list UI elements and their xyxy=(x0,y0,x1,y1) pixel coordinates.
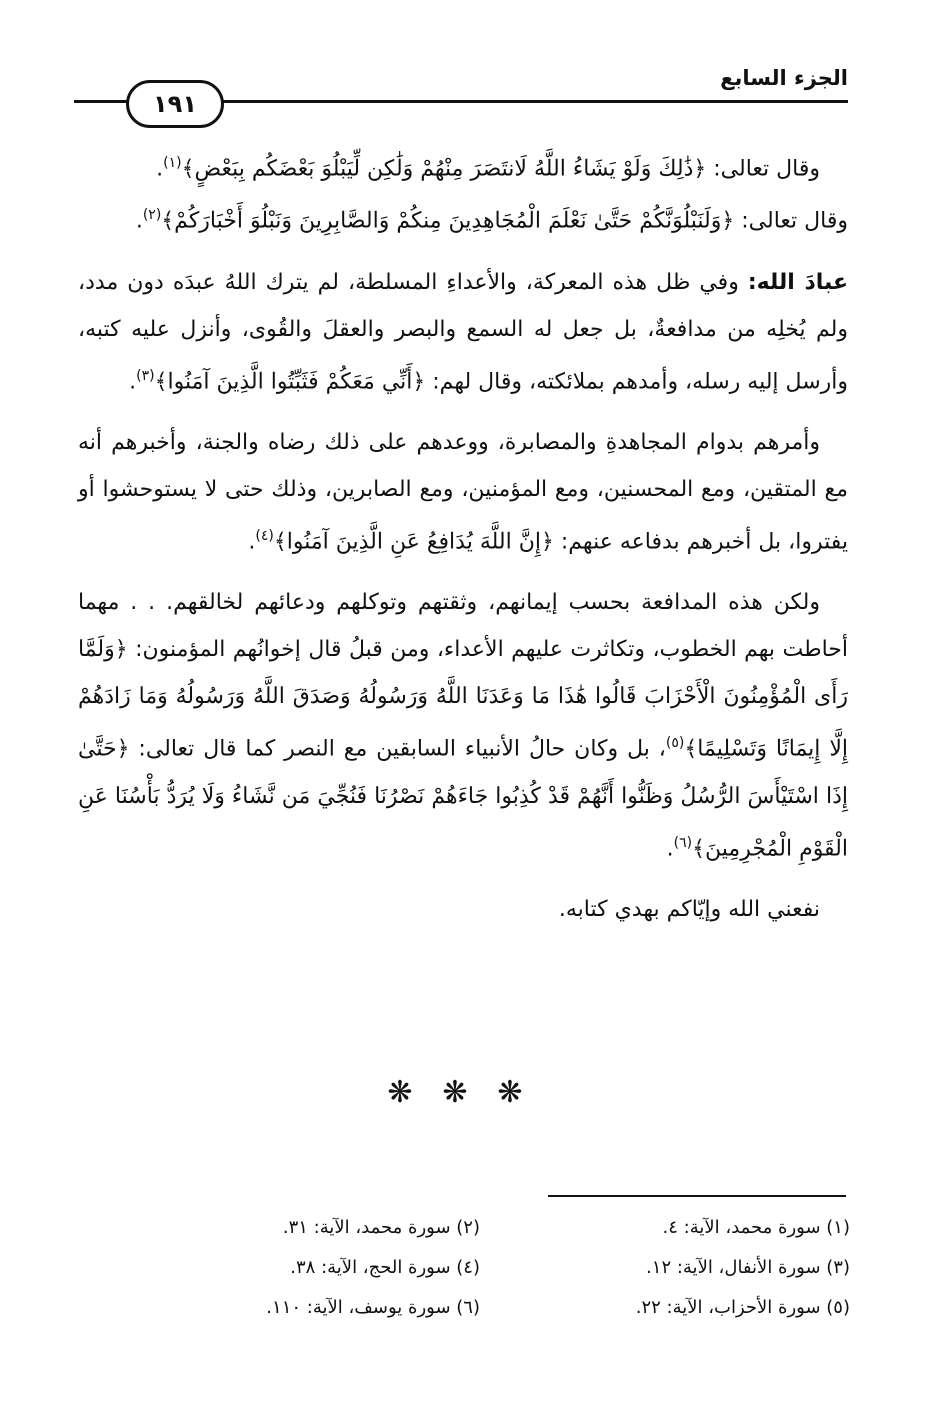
footnote-marker: (١) xyxy=(163,155,182,171)
footnote-marker: (٦) xyxy=(673,834,693,851)
paragraph-1 xyxy=(78,140,848,245)
footnote-2: (٢) سورة محمد، الآية: ٣١. xyxy=(282,1217,480,1238)
main-text xyxy=(78,140,848,947)
footnote-marker: (٥) xyxy=(665,735,685,752)
intro-text: وقال تعالى: xyxy=(706,156,820,182)
page-header xyxy=(74,62,848,118)
footnote-5: (٥) سورة الأحزاب، الآية: ٢٢. xyxy=(635,1297,850,1318)
footnotes xyxy=(150,1212,850,1324)
footnote-3: (٣) سورة الأنفال، الآية: ١٢. xyxy=(646,1257,850,1278)
footnote-marker: (٣) xyxy=(136,367,155,384)
footnote-1: (١) سورة محمد، الآية: ٤. xyxy=(662,1217,850,1238)
sentence-end: . xyxy=(129,368,137,394)
sentence-end: . xyxy=(135,208,143,234)
quran-verse: ﴿وَلَنَبْلُوَنَّكُمْ حَتَّىٰ نَعْلَمَ الْمُجَاهِدِينَ مِنكُمْ وَالصَّابِرِينَ وَنَبْلُوَ أَخْبَارَكُمْ﴾ xyxy=(161,208,735,234)
paragraph-text: وفي ظل هذه المعركة، والأعداءِ المسلطة، لم يترك اللهُ عبدَه دون مدد، ولم يُخلِه من مدافعةٌ، بل جعل له السمع والبصر والعقلَ والقُوى، وأنزل عليه كتبه، وأرسل إليه رسله، وأمدهم بملائكته، وقال لهم: xyxy=(78,269,848,394)
sentence-end: . xyxy=(156,156,164,182)
paragraph-2 xyxy=(78,259,848,405)
footnote-marker: (٢) xyxy=(142,207,162,224)
sentence-end: . xyxy=(248,529,256,555)
footnote-marker: (٤) xyxy=(255,527,274,544)
section-lead: عبادَ الله: xyxy=(747,269,849,295)
page-number: ١٩١ xyxy=(126,80,224,128)
paragraph-3 xyxy=(78,419,848,565)
sentence-end: . xyxy=(666,835,674,861)
part-label: الجزء السابع xyxy=(720,66,848,90)
intro-text: وقال تعالى: xyxy=(734,208,848,234)
quran-verse: ﴿وَلَمَّا رَأَى الْمُؤْمِنُونَ الْأَحْزَابَ قَالُوا هَٰذَا مَا وَعَدَنَا اللَّهُ وَرَسُولُهُ وَصَدَقَ اللَّهُ وَرَسُولُهُ وَمَا زَادَهُمْ إِلَّا إِيمَانًا وَتَسْلِيمًا﴾ xyxy=(78,637,848,762)
paragraph-text: ، بل وكان حالُ الأنبياء السابقين مع النصر كما قال تعالى: xyxy=(129,736,666,762)
paragraph-text: ولكن هذه المدافعة بحسب إيمانهم، وثقتهم وتوكلهم ودعائهم لخالقهم. . . مهما أحاطت بهم الخطوب، وتكاثرت عليهم الأعداء، ومن قبلُ قال إخوانُهم المؤمنون: xyxy=(78,590,848,663)
footnote-6: (٦) سورة يوسف، الآية: ١١٠. xyxy=(266,1297,480,1318)
footnote-4: (٤) سورة الحج، الآية: ٣٨. xyxy=(290,1257,480,1278)
paragraph-4 xyxy=(78,579,848,872)
flower-ornament-icon: ❋ xyxy=(387,1075,413,1110)
quran-verse: ﴿ذَٰلِكَ وَلَوْ يَشَاءُ اللَّهُ لَانتَصَرَ مِنْهُمْ وَلَٰكِن لِّيَبْلُوَ بَعْضَكُم بِبَعْضٍ﴾ xyxy=(181,156,707,182)
paragraph-5 xyxy=(78,886,848,933)
paragraph-text: وأمرهم بدوام المجاهدةِ والمصابرة، ووعدهم على ذلك رضاه والجنة، وأخبرهم أنه مع المتقين، ومع المحسنين، ومع المؤمنين، ومع الصابرين، وذلك حتى لا يستوحشوا أو يفتروا، بل أخبرهم بدفاعه عنهم: xyxy=(78,429,848,555)
section-divider-ornaments xyxy=(380,1075,530,1110)
closing-text: نفعني الله وإيّاكم بهدي كتابه. xyxy=(558,896,820,922)
quran-verse: ﴿حَتَّىٰ إِذَا اسْتَيْأَسَ الرُّسُلُ وَظَنُّوا أَنَّهُمْ قَدْ كُذِبُوا جَاءَهُمْ نَصْرُنَا فَنُجِّيَ مَن نَّشَاءُ وَلَا يُرَدُّ بَأْسُنَا عَنِ الْقَوْمِ الْمُجْرِمِينَ﴾ xyxy=(78,736,848,861)
flower-ornament-icon: ❋ xyxy=(442,1075,468,1110)
quran-verse: ﴿أَنِّي مَعَكُمْ فَثَبِّتُوا الَّذِينَ آمَنُوا﴾ xyxy=(154,368,426,394)
quran-verse: ﴿إِنَّ اللَّهَ يُدَافِعُ عَنِ الَّذِينَ آمَنُوا﴾ xyxy=(273,529,554,555)
footnote-rule xyxy=(548,1195,846,1197)
flower-ornament-icon: ❋ xyxy=(497,1075,523,1110)
